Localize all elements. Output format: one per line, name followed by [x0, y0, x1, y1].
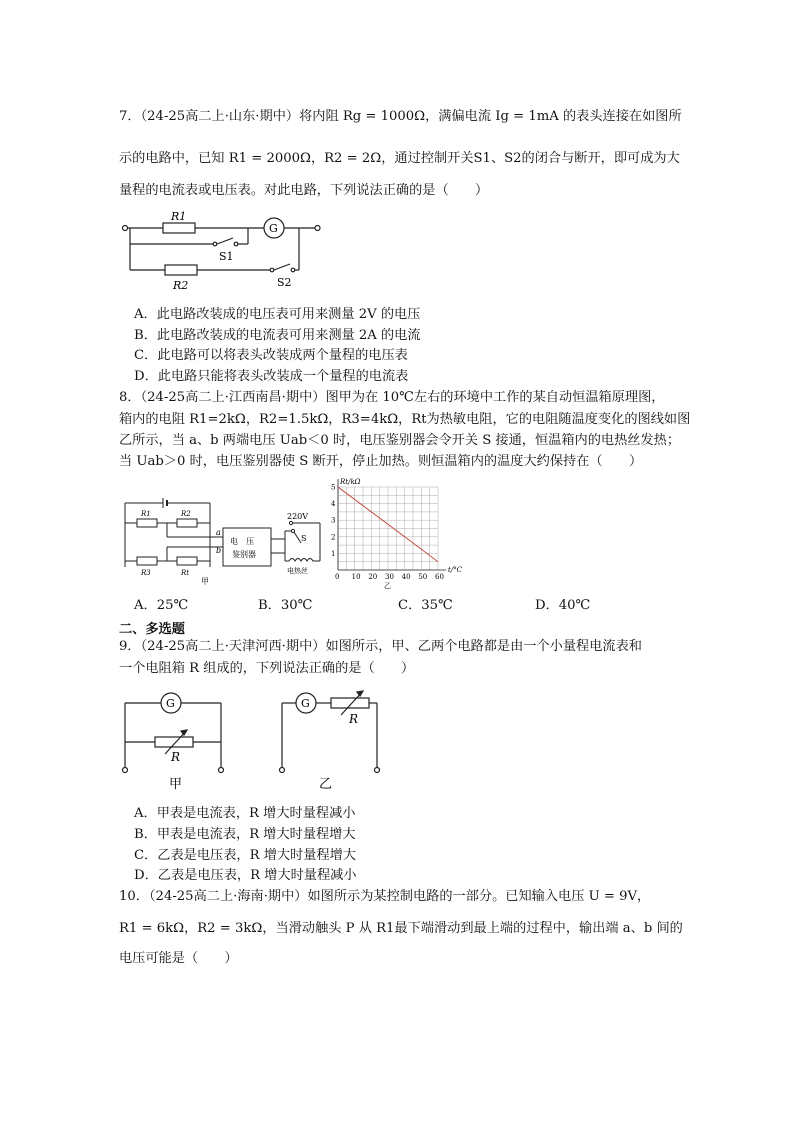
- q8-stem-line1: 8．（24-25高二上·江西南昌·期中）图甲为在 10℃左右的环境中工作的某自动恒温箱原理图，: [119, 390, 665, 405]
- q7-r2-label: R2: [173, 279, 189, 292]
- q8-heater-coil: [289, 559, 320, 562]
- q10-stem-line3: 电压可能是（ ）: [119, 951, 238, 966]
- chart-y-axis-label: Rt/kΩ: [340, 478, 361, 486]
- q9-option-b: B．甲表是电流表，R 增大时量程增大: [134, 827, 356, 842]
- chart-y-tick-label: 1: [331, 549, 336, 558]
- q7-stem-line3: 量程的电流表或电压表。对此电路，下列说法正确的是（ ）: [119, 183, 489, 198]
- q7-s1-label: S1: [219, 250, 234, 263]
- q8-stem-line2: 箱内的电阻 R1=2kΩ，R2=1.5kΩ，R3=4kΩ，Rt为热敏电阻，它的电阻随温度变化的图线如图: [119, 412, 691, 427]
- q8-fig-a-caption: 甲: [201, 577, 209, 586]
- q8-stem-line3: 乙所示，当 a、b 两端电压 Uab＜0 时，电压鉴别器会令开关 S 接通，恒温箱内的电热丝发热；: [119, 433, 681, 448]
- chart-y-tick-label: 3: [331, 516, 336, 525]
- chart-y-tick-label: 5: [331, 483, 336, 492]
- q7-s2-switch: [274, 264, 290, 270]
- q8-r2-label: R2: [181, 510, 191, 518]
- chart-x-tick-label: 30: [385, 573, 394, 581]
- q7-g-label: G: [269, 222, 278, 235]
- q7-r1-resistor: [163, 223, 195, 233]
- chart-x-tick-label: 0: [335, 573, 340, 581]
- q10-stem-line1: 10．（24-25高二上·海南·期中）如图所示为某控制电路的一部分。已知输入电压 U = 9V，: [119, 889, 651, 904]
- q8-r3-label: R3: [141, 569, 151, 577]
- q8-rt-label: Rt: [181, 569, 190, 577]
- q8-voltage-discriminator: [223, 528, 271, 566]
- q8-rt-resistor: [177, 557, 197, 565]
- chart-y-tick-label: 4: [331, 500, 336, 509]
- q9-r-label-b: R: [349, 712, 359, 726]
- q9-rheostat-b: [331, 698, 369, 708]
- q8-stem-line4: 当 Uab＞0 时，电压鉴别器使 S 断开，停止加热。则恒温箱内的温度大约保持在（ ）: [119, 454, 643, 469]
- q9-r-label-a: R: [171, 750, 181, 764]
- q8-box-line2: 鉴别器: [232, 550, 256, 559]
- q8-chart: [318, 478, 468, 590]
- q9-circuit-figure: [115, 688, 395, 794]
- q8-s-label: S: [301, 534, 307, 543]
- chart-x-tick-label: 20: [368, 573, 378, 581]
- q9-option-c: C．乙表是电压表，R 增大时量程增大: [134, 848, 357, 863]
- q7-s1-switch: [217, 238, 233, 244]
- q7-option-b: B．此电路改装成的电流表可用来测量 2A 的电流: [134, 328, 421, 343]
- q9-g-label-b: G: [301, 697, 310, 710]
- q9-stem-line1: 9．（24-25高二上·天津河西·期中）如图所示，甲、乙两个电路都是由一个小量程电流表和: [119, 639, 642, 654]
- q7-s2-label: S2: [277, 276, 292, 289]
- q8-option-a: A．25℃: [134, 598, 189, 613]
- q8-switch-s: [294, 532, 301, 543]
- chart-x-axis-label: t/°C: [448, 566, 463, 574]
- q8-a-label: a: [216, 528, 221, 537]
- chart-x-tick-label: 40: [401, 573, 411, 581]
- q10-stem-line2: R1 = 6kΩ，R2 = 3kΩ，当滑动触头 P 从 R1最下端滑动到最上端的过程中，输出端 a、b 间的: [119, 921, 683, 936]
- q8-r1-label: R1: [141, 510, 151, 518]
- q7-stem-line2: 示的电路中，已知 R1 = 2000Ω，R2 = 2Ω，通过控制开关S1、S2的闭合与断开，即可成为大: [119, 151, 680, 166]
- q8-voltage-label: 220V: [287, 512, 309, 521]
- q7-circuit-figure: [115, 208, 330, 294]
- q9-caption-b: 乙: [319, 777, 333, 792]
- q7-option-c: C．此电路可以将表头改装成两个量程的电压表: [134, 348, 408, 363]
- q9-g-label-a: G: [166, 697, 175, 710]
- q9-option-a: A．甲表是电流表，R 增大时量程减小: [134, 806, 356, 821]
- q9-rheostat-a: [155, 737, 193, 747]
- q7-r2-resistor: [165, 265, 197, 275]
- section-multiple-choice: 二、多选题: [119, 622, 185, 637]
- q8-b-label: b: [216, 546, 222, 555]
- chart-x-tick-label: 60: [435, 573, 444, 581]
- q7-r1-label: R1: [171, 210, 187, 223]
- q8-box-line1: 电 压: [230, 537, 254, 546]
- q7-option-a: A．此电路改装成的电压表可用来测量 2V 的电压: [134, 307, 421, 322]
- q8-r1-resistor: [137, 519, 157, 527]
- q9-stem-line2: 一个电阻箱 R 组成的，下列说法正确的是（ ）: [119, 661, 415, 676]
- chart-x-tick-label: 10: [351, 573, 361, 581]
- q8-option-c: C．35℃: [398, 598, 453, 613]
- chart-caption: 乙: [384, 582, 391, 590]
- q7-option-d: D．此电路只能将表头改装成一个量程的电流表: [134, 369, 409, 384]
- q8-option-d: D．40℃: [535, 598, 591, 613]
- q7-stem-line1: 7．（24-25高二上·山东·期中）将内阻 Rg = 1000Ω，满偏电流 Ig = 1mA 的表头连接在如图所: [119, 109, 682, 124]
- q8-circuit-figure-a: [115, 495, 335, 587]
- q8-r3-resistor: [137, 557, 157, 565]
- q8-heater-label: 电热丝: [287, 567, 308, 575]
- q8-option-b: B．30℃: [258, 598, 313, 613]
- q9-caption-a: 甲: [169, 777, 183, 792]
- q9-option-d: D．乙表是电压表，R 增大时量程减小: [134, 868, 357, 883]
- chart-y-tick-label: 2: [331, 533, 336, 542]
- q8-r2-resistor: [177, 519, 197, 527]
- chart-x-tick-label: 50: [418, 573, 428, 581]
